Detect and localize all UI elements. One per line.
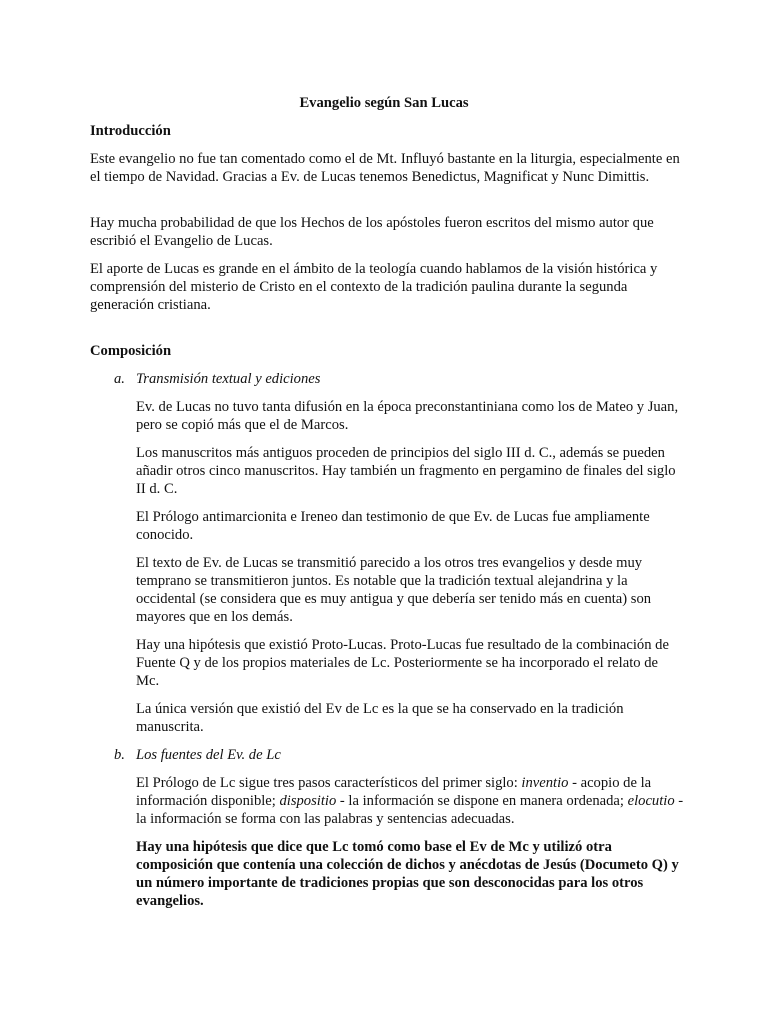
subsection-a-heading [114,370,320,388]
intro-paragraph-3: El aporte de Lucas es grande en el ámbito de la teología cuando hablamos de la visión histórica y comprensión del misterio de Cristo en el contexto de la tradición paulina durante la segunda generación cristiana. [90,261,658,313]
text-run: - acopio de la información disponible; [136,775,652,809]
subsection-b-paragraph-2: Hay una hipótesis que dice que Lc tomó como base el Ev de Mc y utilizó otra composición que contenía una colección de dichos y anécdotas de Jesús (Documeto Q) y un número importante de tradiciones propias que son desconocidas para los otros evangelios. [136,839,679,909]
subsection-a-paragraph-1: Ev. de Lucas no tuvo tanta difusión en la época preconstantiniana como los de Mateo y Juan, pero se copió más que el de Marcos. [136,399,679,433]
list-marker: a. [114,371,125,387]
term-dispositio: dispositio [279,793,337,809]
subsection-a-paragraph-2: Los manuscritos más antiguos proceden de principios del siglo III d. C., además se pueden añadir otros cinco manuscritos. Hay también un fragmento en pergamino de finales del siglo II d. C. [136,445,676,497]
subsection-a-title: Transmisión textual y ediciones [136,371,321,387]
subsection-b-title: Los fuentes del Ev. de Lc [136,747,281,763]
subsection-a-paragraph-6: La única versión que existió del Ev de Lc es la que se ha conservado en la tradición manuscrita. [136,701,624,735]
intro-paragraph-2: Hay mucha probabilidad de que los Hechos de los apóstoles fueron escritos del mismo autor que escribió el Evangelio de Lucas. [90,215,654,249]
text-run: El Prólogo de Lc sigue tres pasos característicos del primer siglo: [136,775,522,791]
subsection-a-paragraph-4: El texto de Ev. de Lucas se transmitió parecido a los otros tres evangelios y desde muy temprano se transmitieron juntos. Es notable que la tradición textual alejandrina y la occidental (se considera que es muy antigua y que debería ser tenido más en cuenta) son mayores que en los demás. [136,555,652,625]
subsection-a-paragraph-3: El Prólogo antimarcionita e Ireneo dan testimonio de que Ev. de Lucas fue ampliamente conocido. [136,509,650,543]
text-run: - la información se dispone en manera ordenada; [336,793,628,809]
term-elocutio: elocutio [627,793,675,809]
section-heading-introduccion: Introducción [90,123,171,139]
subsection-b-paragraph-1 [136,774,684,828]
subsection-a-paragraph-5: Hay una hipótesis que existió Proto-Lucas. Proto-Lucas fue resultado de la combinación de Fuente Q y de los propios materiales de Lc. Posteriormente se ha incorporado el relato de Mc. [136,637,669,689]
term-inventio: inventio [521,775,569,791]
text-run: - la información se forma con las palabras y sentencias adecuadas. [136,793,684,827]
section-heading-composicion: Composición [90,343,172,359]
intro-paragraph-1: Este evangelio no fue tan comentado como el de Mt. Influyó bastante en la liturgia, especialmente en el tiempo de Navidad. Gracias a Ev. de Lucas tenemos Benedictus, Magnificat y Nunc Dimittis. [90,151,680,185]
subsection-b-heading [114,746,281,764]
list-marker: b. [114,747,125,763]
document-title: Evangelio según San Lucas [299,95,469,111]
